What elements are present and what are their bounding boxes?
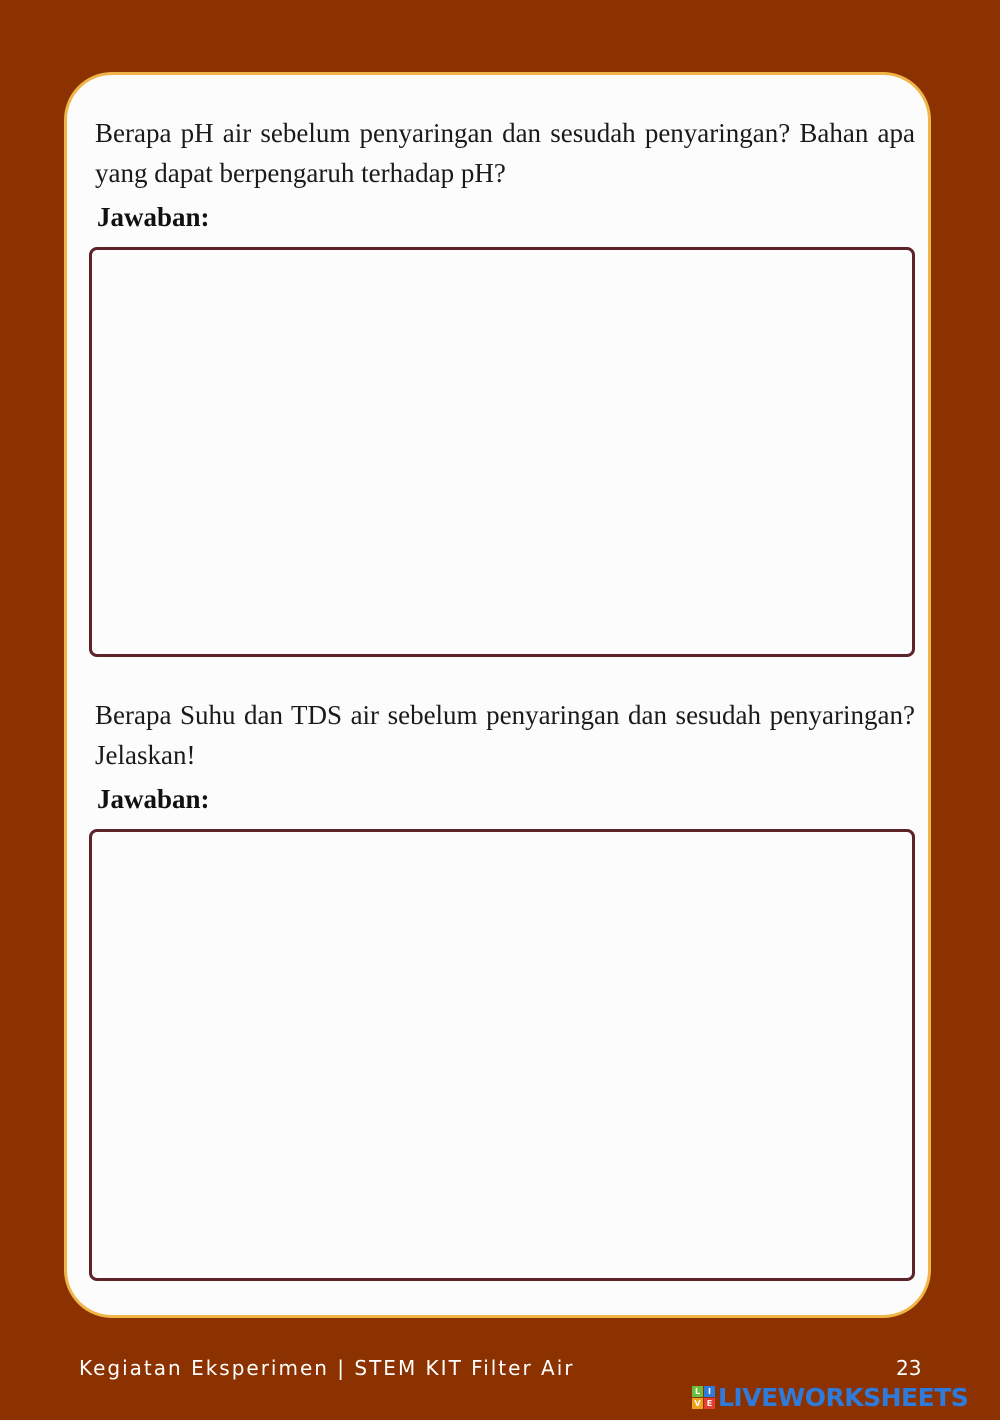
question-1-answer-box[interactable] xyxy=(89,247,915,657)
watermark-text: LIVEWORKSHEETS xyxy=(718,1382,969,1412)
liveworksheets-watermark xyxy=(692,1382,968,1412)
logo-letter-e: E xyxy=(704,1398,715,1409)
question-2-answer-box[interactable] xyxy=(89,829,915,1281)
footer-title: Kegiatan Eksperimen | STEM KIT Filter Air xyxy=(79,1356,575,1380)
question-1-text: Berapa pH air sebelum penyaringan dan sesudah penyaringan? Bahan apa yang dapat berpengaruh terhadap pH? xyxy=(95,118,915,188)
logo-letter-i: I xyxy=(704,1386,715,1397)
question-2-text: Berapa Suhu dan TDS air sebelum penyaringan dan sesudah penyaringan? Jelaskan! xyxy=(95,700,915,770)
logo-letter-v: V xyxy=(692,1398,703,1409)
question-2-answer-label: Jawaban: xyxy=(97,784,210,814)
page-number: 23 xyxy=(896,1356,922,1380)
worksheet-card xyxy=(64,72,931,1318)
liveworksheets-logo-icon xyxy=(692,1386,715,1409)
question-1-answer-label: Jawaban: xyxy=(97,202,210,232)
logo-letter-l: L xyxy=(692,1386,703,1397)
